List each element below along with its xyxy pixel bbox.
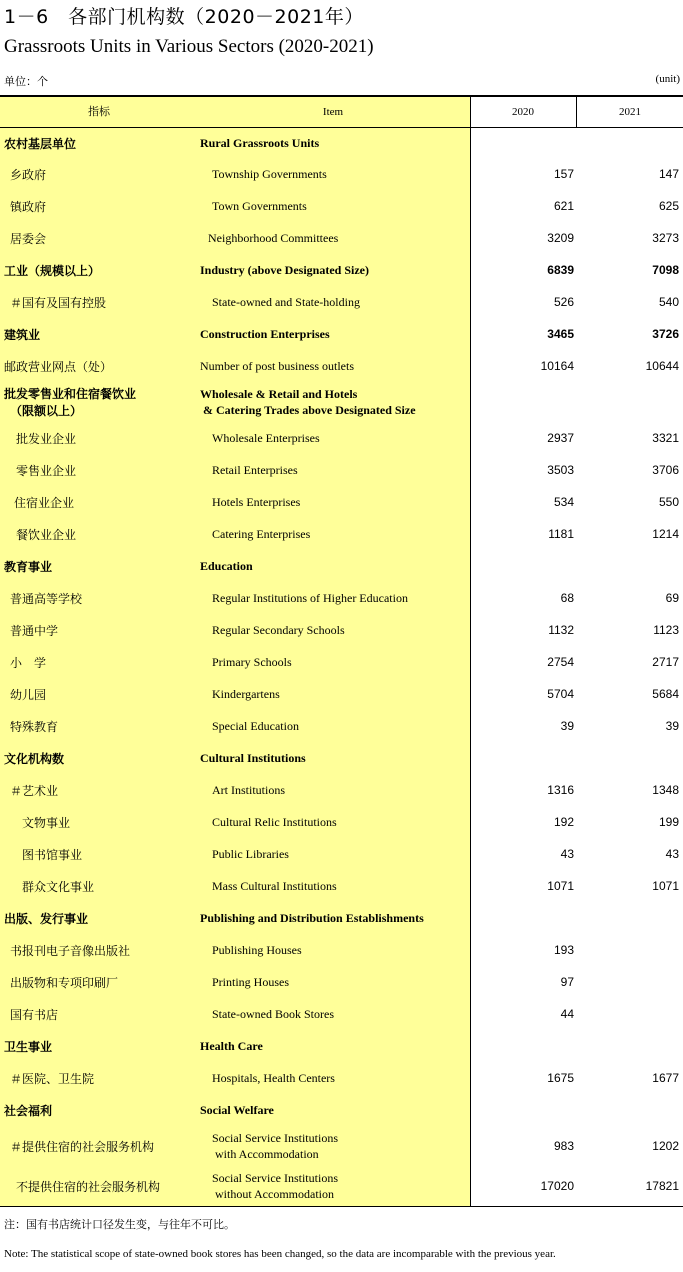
- row-value-2020: [470, 902, 574, 934]
- row-item-english: Rural Grassroots Units: [200, 136, 320, 150]
- row-indicator-chinese: 文化机构数: [4, 751, 65, 766]
- row-value-2020: 526: [553, 295, 574, 309]
- row-item-english: State-owned and State-holding: [212, 295, 360, 309]
- table-row: [0, 486, 683, 518]
- row-value-2021: 3273: [652, 231, 679, 245]
- table-header: [0, 95, 683, 128]
- row-value-2020: 192: [553, 815, 574, 829]
- row-item-english: Health Care: [200, 1039, 263, 1053]
- row-value-2021: 17821: [645, 1179, 679, 1193]
- row-indicator-chinese: 文物事业: [22, 815, 71, 830]
- row-value-2021: 550: [658, 495, 679, 509]
- row-value-2021: [577, 1094, 679, 1126]
- footnote-chinese: 注：国有书店统计口径发生变，与往年不可比。: [4, 1218, 235, 1231]
- row-indicator-chinese: 工业（规模以上）: [4, 263, 101, 278]
- row-value-2021: [577, 382, 679, 422]
- row-value-2021: 147: [658, 167, 679, 181]
- table-row: [0, 286, 683, 318]
- row-value-2021: 199: [658, 815, 679, 829]
- table-row: [0, 158, 683, 190]
- row-value-2020: 1071: [547, 879, 574, 893]
- row-value-2020: 10164: [540, 359, 574, 373]
- row-value-2020: 97: [560, 975, 574, 989]
- row-indicator-chinese: 幼儿园: [10, 687, 47, 702]
- row-indicator-chinese: 出版物和专项印刷厂: [10, 975, 119, 990]
- row-value-2021: 1123: [653, 623, 679, 637]
- table-row: [0, 614, 683, 646]
- row-value-2020: 3465: [547, 327, 574, 341]
- row-indicator-chinese: 特殊教育: [10, 719, 59, 734]
- row-value-2021: 3706: [652, 463, 679, 477]
- row-value-2021: 1677: [652, 1071, 679, 1085]
- row-indicator-chinese: 出版、发行事业: [4, 911, 89, 926]
- header-item: Item: [322, 106, 344, 118]
- table-row: [0, 318, 683, 350]
- row-value-2020: 39: [560, 719, 574, 733]
- row-item-english: Social Service Institutions without Accommodation: [212, 1171, 338, 1201]
- unit-label-english: (unit): [655, 73, 680, 85]
- row-indicator-chinese: 批发零售业和住宿餐饮业 （限额以上）: [4, 387, 137, 418]
- row-item-english: Printing Houses: [212, 975, 290, 989]
- row-item-english: Number of post business outlets: [200, 359, 354, 373]
- row-indicator-chinese: 邮政营业网点（处）: [4, 359, 113, 374]
- table-body: [0, 128, 683, 1207]
- row-value-2020: 44: [560, 1007, 574, 1021]
- row-indicator-chinese: ＃医院、卫生院: [10, 1071, 95, 1086]
- row-value-2020: 157: [553, 167, 574, 181]
- header-year-2021: 2021: [619, 106, 641, 118]
- row-item-english: Publishing Houses: [212, 943, 302, 957]
- row-item-english: Publishing and Distribution Establishments: [200, 911, 424, 925]
- row-item-english: Township Governments: [212, 167, 327, 181]
- table-row: [0, 582, 683, 614]
- row-value-2021: 5684: [652, 687, 679, 701]
- row-indicator-chinese: ＃国有及国有控股: [10, 295, 107, 310]
- row-indicator-chinese: 图书馆事业: [22, 847, 83, 862]
- table-row: [0, 774, 683, 806]
- table-row: [0, 838, 683, 870]
- row-indicator-chinese: 国有书店: [10, 1007, 59, 1022]
- table-row: [0, 870, 683, 902]
- row-value-2021: [577, 128, 679, 158]
- row-value-2021: 1214: [652, 527, 679, 541]
- row-item-english: Regular Secondary Schools: [212, 623, 345, 637]
- row-value-2020: 43: [560, 847, 574, 861]
- row-indicator-chinese: 教育事业: [4, 559, 53, 574]
- data-table: [0, 95, 683, 1207]
- table-row: [0, 742, 683, 774]
- row-item-english: Industry (above Designated Size): [200, 263, 370, 277]
- footnote-english: Note: The statistical scope of state-owned book stores has been changed, so the data are incomparable with the previous year.: [4, 1248, 556, 1260]
- row-value-2020: [470, 128, 574, 158]
- unit-label-chinese: 单位：个: [4, 75, 48, 88]
- row-value-2021: [577, 1030, 679, 1062]
- table-row: [0, 518, 683, 550]
- row-value-2021: 7098: [652, 263, 679, 277]
- row-item-english: Primary Schools: [212, 655, 292, 669]
- row-indicator-chinese: 零售业企业: [16, 463, 77, 478]
- row-value-2021: 3321: [652, 431, 679, 445]
- table-row: [0, 998, 683, 1030]
- row-item-english: Construction Enterprises: [200, 327, 330, 341]
- row-indicator-chinese: 农村基层单位: [4, 136, 77, 151]
- row-item-english: Cultural Institutions: [200, 751, 306, 765]
- row-indicator-chinese: 普通高等学校: [10, 591, 83, 606]
- row-indicator-chinese: 批发业企业: [16, 431, 77, 446]
- row-indicator-chinese: 群众文化事业: [22, 879, 95, 894]
- row-value-2021: 625: [658, 199, 679, 213]
- row-value-2020: 983: [553, 1139, 574, 1153]
- page-title-chinese: 1－6 各部门机构数（2020－2021年）: [4, 6, 364, 28]
- row-value-2020: 1181: [548, 527, 574, 541]
- row-value-2020: [470, 1094, 574, 1126]
- row-value-2021: [577, 966, 679, 998]
- row-item-english: Art Institutions: [212, 783, 286, 797]
- row-item-english: Cultural Relic Institutions: [212, 815, 337, 829]
- row-value-2021: 1071: [652, 879, 679, 893]
- row-item-english: Kindergartens: [212, 687, 280, 701]
- table-row: [0, 190, 683, 222]
- row-value-2020: [470, 382, 574, 422]
- row-item-english: Neighborhood Committees: [208, 231, 339, 245]
- row-item-english: Wholesale & Retail and Hotels & Catering Trades above Designated Size: [200, 387, 416, 417]
- row-value-2020: 1675: [547, 1071, 574, 1085]
- table-row: [0, 350, 683, 382]
- row-item-english: Public Libraries: [212, 847, 289, 861]
- row-value-2021: [577, 902, 679, 934]
- table-row: [0, 806, 683, 838]
- row-value-2020: 3503: [547, 463, 574, 477]
- table-row: [0, 254, 683, 286]
- table-row: [0, 1166, 683, 1206]
- header-indicator: 指标: [88, 105, 110, 118]
- row-value-2020: 1132: [548, 623, 574, 637]
- table-row: [0, 1030, 683, 1062]
- row-indicator-chinese: 卫生事业: [4, 1039, 53, 1054]
- row-indicator-chinese: 建筑业: [4, 327, 41, 342]
- row-indicator-chinese: 社会福利: [4, 1103, 53, 1118]
- table-row: [0, 966, 683, 998]
- row-item-english: Catering Enterprises: [212, 527, 311, 541]
- row-value-2020: 534: [553, 495, 574, 509]
- row-value-2020: [470, 742, 574, 774]
- row-value-2020: 2754: [547, 655, 574, 669]
- table-row: [0, 550, 683, 582]
- table-row: [0, 222, 683, 254]
- row-value-2020: 68: [560, 591, 574, 605]
- row-value-2020: 6839: [547, 263, 574, 277]
- table-row: [0, 454, 683, 486]
- row-value-2020: [470, 550, 574, 582]
- row-item-english: Retail Enterprises: [212, 463, 298, 477]
- row-value-2021: 2717: [652, 655, 679, 669]
- table-row: [0, 1094, 683, 1126]
- row-value-2020: 621: [553, 199, 574, 213]
- row-value-2021: [577, 934, 679, 966]
- row-item-english: Wholesale Enterprises: [212, 431, 320, 445]
- row-indicator-chinese: 住宿业企业: [14, 495, 75, 510]
- table-row: [0, 678, 683, 710]
- row-value-2020: 193: [553, 943, 574, 957]
- table-row: [0, 422, 683, 454]
- row-value-2020: [470, 1030, 574, 1062]
- row-value-2021: 39: [665, 719, 679, 733]
- row-item-english: State-owned Book Stores: [212, 1007, 334, 1021]
- row-item-english: Mass Cultural Institutions: [212, 879, 337, 893]
- row-indicator-chinese: 不提供住宿的社会服务机构: [16, 1179, 161, 1194]
- row-value-2020: 2937: [547, 431, 574, 445]
- row-item-english: Social Service Institutions with Accommodation: [212, 1131, 338, 1161]
- table-row: [0, 902, 683, 934]
- row-item-english: Special Education: [212, 719, 299, 733]
- row-value-2021: 1348: [652, 783, 679, 797]
- row-indicator-chinese: 居委会: [10, 231, 47, 246]
- row-indicator-chinese: ＃艺术业: [10, 783, 59, 798]
- row-value-2021: 69: [665, 591, 679, 605]
- row-item-english: Town Governments: [212, 199, 307, 213]
- row-value-2020: 5704: [547, 687, 574, 701]
- row-item-english: Social Welfare: [200, 1103, 274, 1117]
- row-indicator-chinese: 书报刊电子音像出版社: [10, 943, 131, 958]
- row-value-2021: [577, 742, 679, 774]
- row-item-english: Regular Institutions of Higher Education: [212, 591, 408, 605]
- table-row: [0, 646, 683, 678]
- row-indicator-chinese: ＃提供住宿的社会服务机构: [10, 1139, 155, 1154]
- row-value-2021: 10644: [645, 359, 679, 373]
- row-value-2021: [577, 998, 679, 1030]
- row-indicator-chinese: 乡政府: [10, 167, 47, 182]
- row-indicator-chinese: 餐饮业企业: [16, 527, 77, 542]
- row-item-english: Education: [200, 559, 253, 573]
- table-row: [0, 934, 683, 966]
- row-value-2021: 3726: [652, 327, 679, 341]
- row-value-2021: 43: [665, 847, 679, 861]
- row-indicator-chinese: 小 学: [10, 655, 47, 670]
- table-row: [0, 128, 683, 158]
- row-value-2021: [577, 550, 679, 582]
- row-item-english: Hotels Enterprises: [212, 495, 301, 509]
- table-row: [0, 1062, 683, 1094]
- row-value-2021: 540: [658, 295, 679, 309]
- table-row: [0, 382, 683, 422]
- row-item-english: Hospitals, Health Centers: [212, 1071, 335, 1085]
- table-row: [0, 1126, 683, 1166]
- row-indicator-chinese: 镇政府: [10, 199, 47, 214]
- row-indicator-chinese: 普通中学: [10, 623, 59, 638]
- row-value-2020: 1316: [547, 783, 574, 797]
- row-value-2020: 17020: [540, 1179, 574, 1193]
- page-title-english: Grassroots Units in Various Sectors (2020-2021): [4, 36, 374, 57]
- header-year-2020: 2020: [512, 106, 534, 118]
- row-value-2020: 3209: [547, 231, 574, 245]
- row-value-2021: 1202: [652, 1139, 679, 1153]
- table-row: [0, 710, 683, 742]
